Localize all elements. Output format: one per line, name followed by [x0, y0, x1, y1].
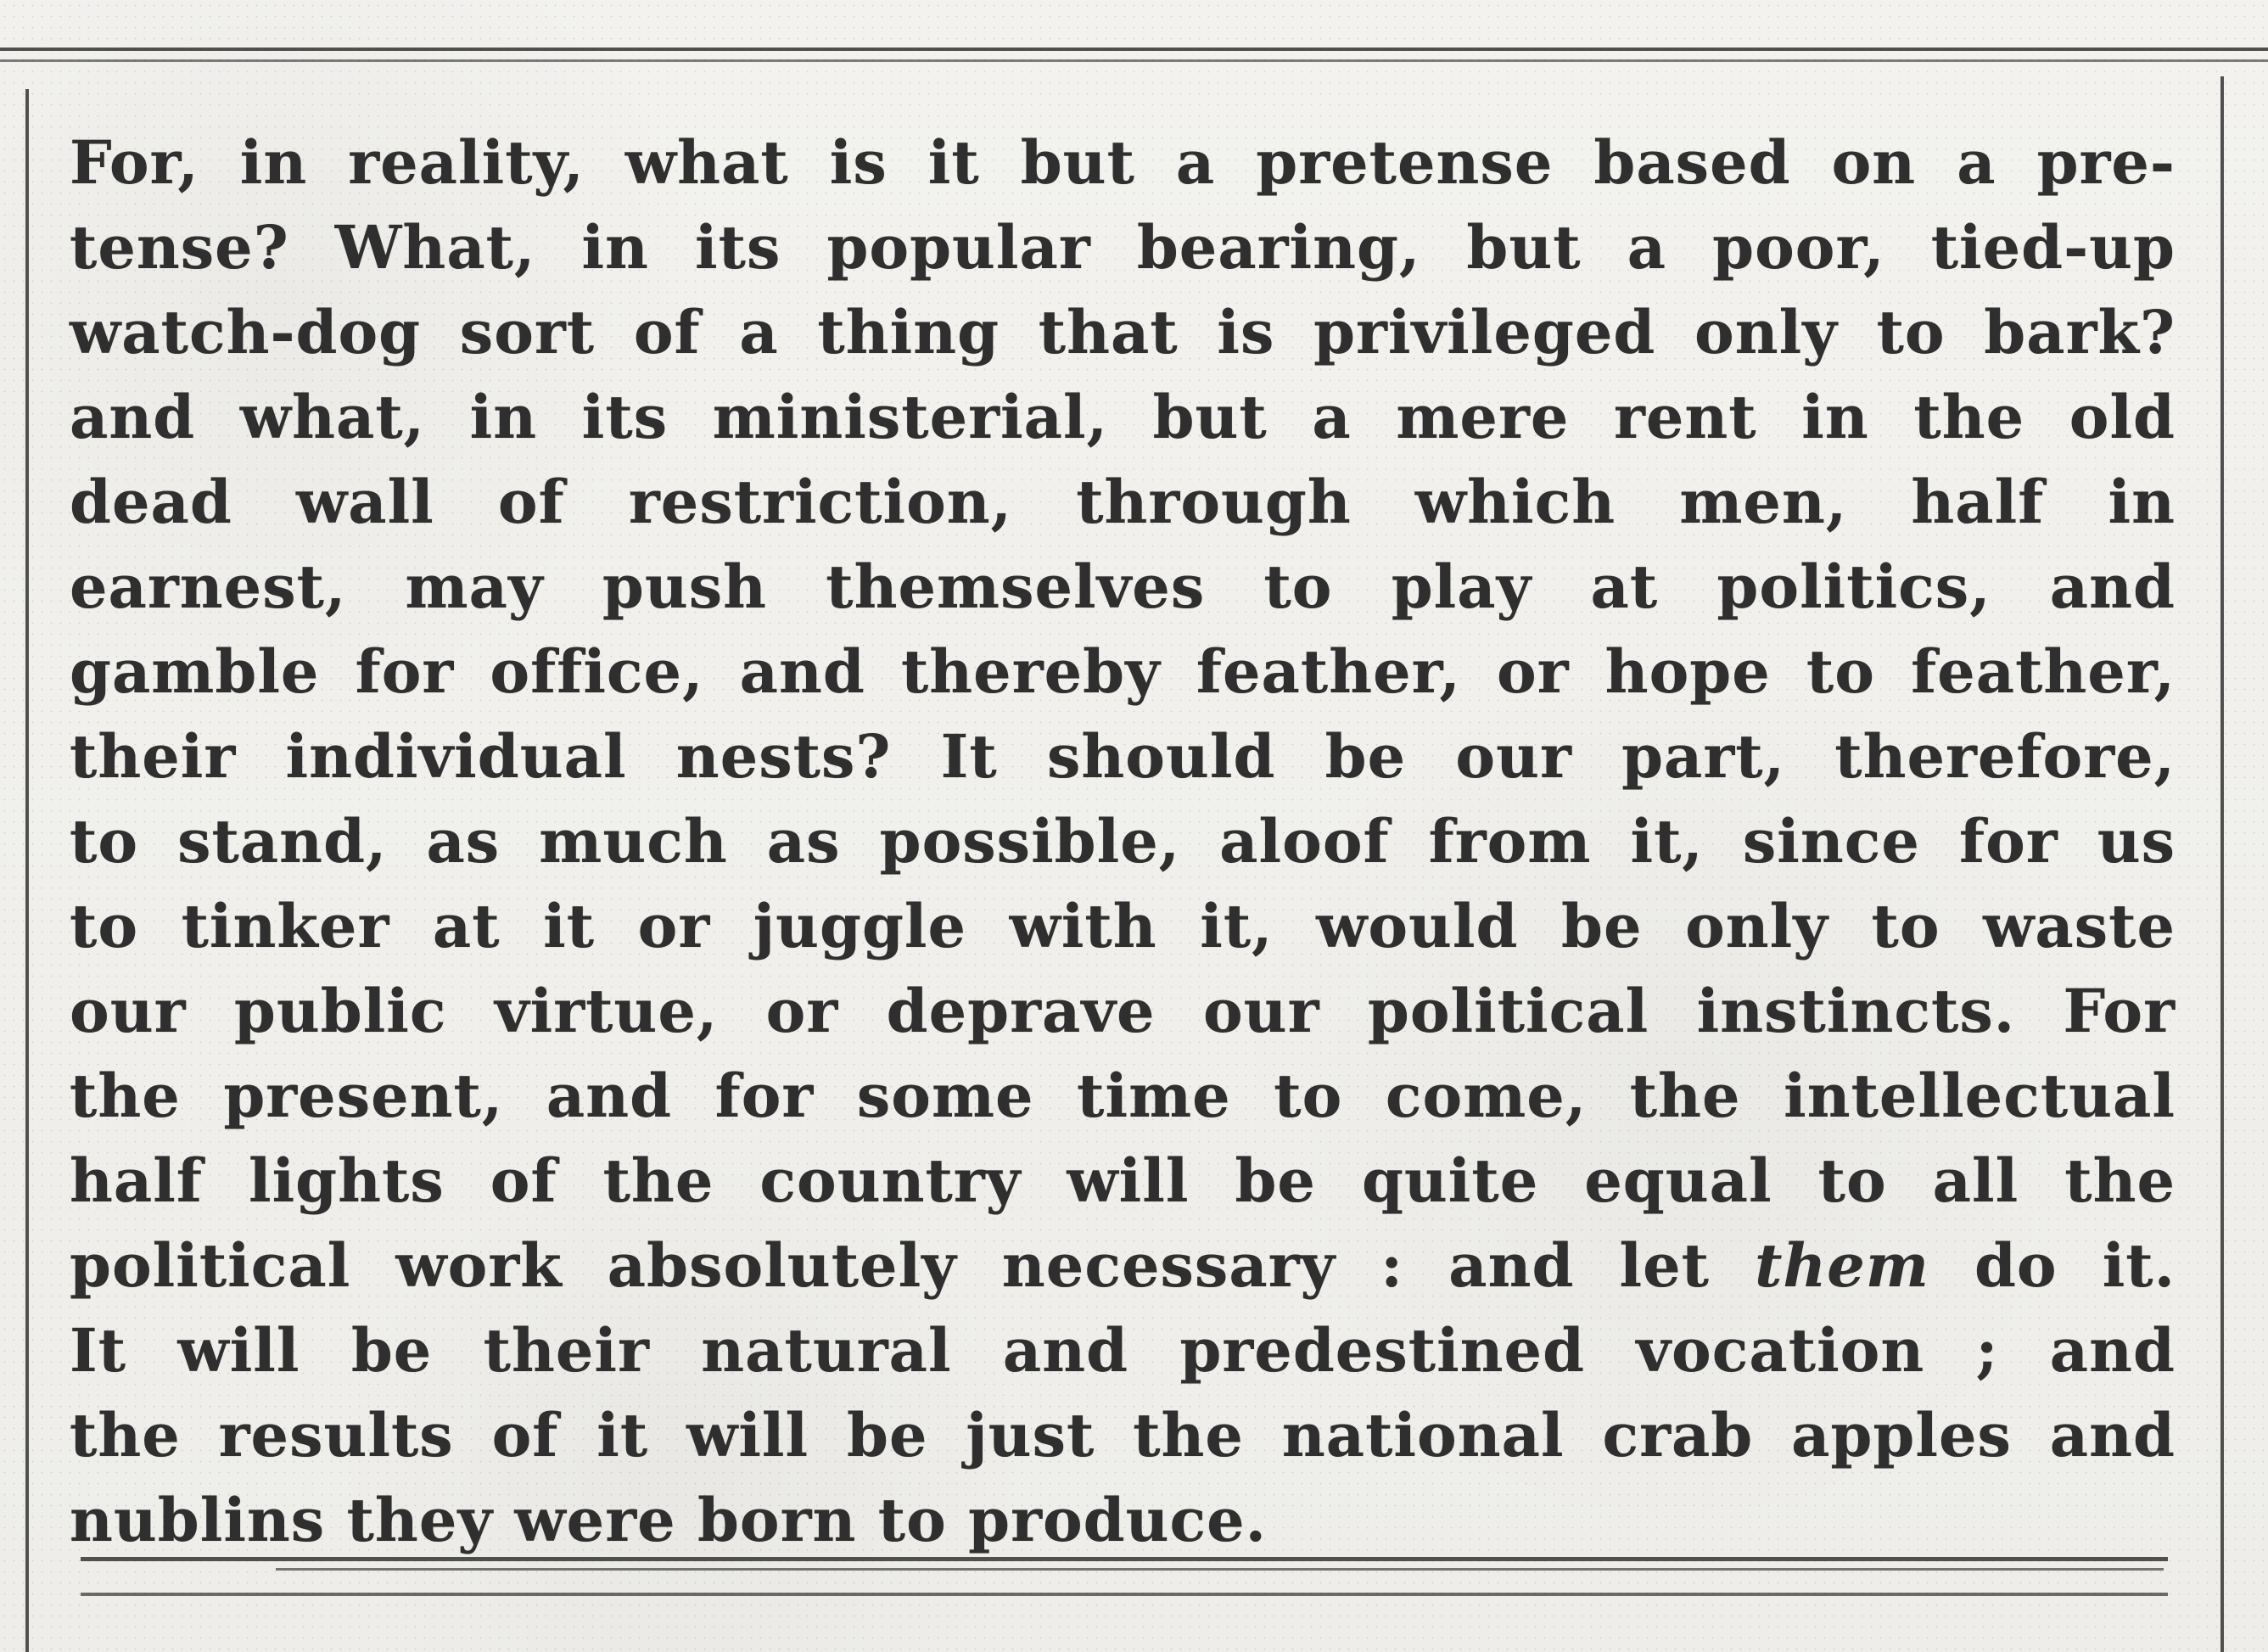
article-line: watch-dog sort of a thing that is privileged only to bark? — [70, 297, 2176, 367]
right-column-rule — [2220, 76, 2224, 1652]
article-line: half lights of the country will be quite equal to all the — [70, 1145, 2176, 1216]
article-line: the results of it will be just the national crab apples and — [70, 1400, 2176, 1470]
bottom-rule — [81, 1557, 2168, 1561]
article-line: For, in reality, what is it but a pretense based on a pre- — [70, 127, 2176, 198]
article-line: dead wall of restriction, through which men, half in — [70, 467, 2176, 537]
article-line: their individual nests? It should be our part, therefore, — [70, 721, 2176, 792]
article-line: the present, and for some time to come, the intellectual — [70, 1061, 2176, 1131]
article-line-last: nublins they were born to produce. — [70, 1485, 1268, 1555]
left-column-rule — [25, 89, 29, 1652]
article-line: It will be their natural and predestined vocation ; and — [70, 1315, 2176, 1386]
article-line: gamble for office, and thereby feather, or hope to feather, — [70, 636, 2176, 707]
top-rule-secondary — [0, 59, 2268, 62]
article-line: and what, in its ministerial, but a mere rent in the old — [70, 382, 2176, 452]
bottom-rule-lower — [81, 1593, 2168, 1596]
article-text-before-emphasis: political work absolutely necessary : and let — [70, 1230, 1756, 1301]
article-line: to stand, as much as possible, aloof from it, since for us — [70, 806, 2176, 876]
emphasized-word: them — [1755, 1230, 1929, 1301]
article-line: our public virtue, or deprave our political instincts. For — [70, 976, 2176, 1046]
article-text-block — [70, 120, 2176, 1555]
article-line: to tinker at it or juggle with it, would be only to waste — [70, 891, 2176, 961]
article-line: tense? What, in its popular bearing, but a poor, tied-up — [70, 212, 2176, 283]
bottom-rule-middle — [276, 1568, 2164, 1571]
article-line-emphasis — [70, 1224, 2176, 1308]
article-text-after-emphasis: do it. — [1929, 1230, 2176, 1301]
top-rule — [0, 48, 2268, 51]
article-line: earnest, may push themselves to play at politics, and — [70, 552, 2176, 622]
